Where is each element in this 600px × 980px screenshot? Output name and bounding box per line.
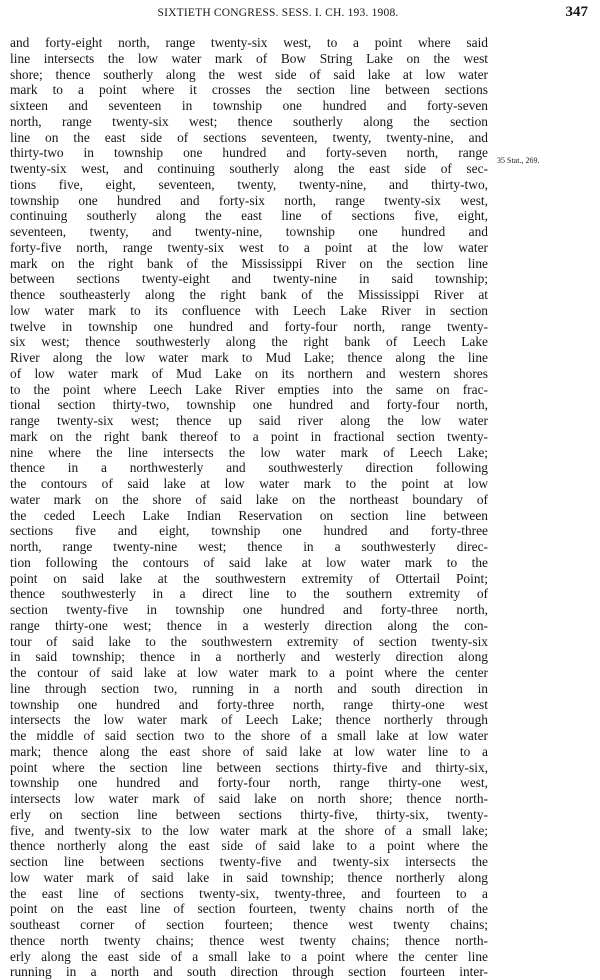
text-line: thirty-two in township one hundred and forty-seven north, range [10, 145, 488, 161]
text-line: thence southwesterly in a direct line to the southern extremity of [10, 586, 488, 602]
text-line: sections five and eight, township one hundred and forty-three [10, 523, 488, 539]
text-line: shore; thence southerly along the west side of said lake at low water [10, 66, 488, 82]
text-line: the contour of said lake at low water mark to a point where the center [10, 665, 488, 680]
text-line: running in a north and south direction through section fourteen inter- [10, 964, 488, 980]
text-line: point where the section line between sections thirty-five and thirty-six, [10, 759, 488, 775]
body-text [10, 35, 488, 980]
text-line: range twenty-six west; thence up said river along the low water [10, 413, 488, 428]
text-line: township one hundred and forty-four north, range thirty-one west, [10, 775, 488, 791]
text-line: River along the low water mark to Mud Lake; thence along the line [10, 350, 488, 365]
text-line: tional section thirty-two, township one hundred and forty-four north, [10, 397, 488, 413]
text-line: thence in a northwesterly and southwesterly direction following [10, 460, 488, 476]
text-line: thence southeasterly along the right bank of the Mississippi River at [10, 287, 488, 302]
text-line: between sections twenty-eight and twenty-nine in said township; [10, 271, 488, 287]
text-line: north, range twenty-nine west; thence in a southwesterly direc- [10, 539, 488, 554]
text-line: mark on the right bank thereof to a point in fractional section twenty- [10, 428, 488, 444]
text-line: sixteen and seventeen in township one hundred and forty-seven [10, 98, 488, 113]
text-line: in said township; thence in a northerly and westerly direction along [10, 649, 488, 665]
text-line: twenty-six west, and continuing southerly along the east side of sec- [10, 161, 488, 176]
text-line: seventeen, twenty, and twenty-nine, township one hundred and [10, 224, 488, 239]
text-line: line through section two, running in a north and south direction in [10, 680, 488, 696]
text-line: of low water mark of Mud Lake on its northern and western shores [10, 365, 488, 381]
text-line: the ceded Leech Lake Indian Reservation on section line between [10, 507, 488, 523]
text-line: tions five, eight, seventeen, twenty, twenty-nine, and thirty-two, [10, 176, 488, 192]
running-header: SIXTIETH CONGRESS. SESS. I. CH. 193. 1908. [157, 7, 399, 19]
text-line: the contours of said lake at low water mark to the point at low [10, 476, 488, 491]
text-line: southeast corner of section fourteen; thence west twenty chains; [10, 917, 488, 932]
text-line: low water mark of said lake in said township; thence northerly along [10, 869, 488, 885]
text-line: continuing southerly along the east line of sections five, eight, [10, 208, 488, 224]
text-line: water mark on the shore of said lake on the northeast boundary of [10, 491, 488, 507]
text-line: mark on the right bank of the Mississippi River on the section line [10, 255, 488, 271]
text-line: point on said lake at the southwestern extremity of Ottertail Point; [10, 570, 488, 586]
text-line: intersects low water mark of said lake on north shore; thence north- [10, 791, 488, 806]
text-line: tion following the contours of said lake at low water mark to the [10, 554, 488, 570]
text-line: township one hundred and forty-six north, range twenty-six west, [10, 192, 488, 208]
text-line: the middle of said section two to the shore of a small lake at low water [10, 728, 488, 743]
text-line: range thirty-one west; thence in a westerly direction along the con- [10, 617, 488, 633]
text-line: the east line of sections twenty-six, twenty-three, and fourteen to a [10, 885, 488, 901]
text-line: north, range twenty-six west; thence southerly along the section [10, 113, 488, 129]
text-line: thence northerly along the east side of said lake to a point where the [10, 838, 488, 854]
text-line: low water mark to its confluence with Leech Lake River in section [10, 302, 488, 318]
text-line: erly along the east side of a small lake to a point where the center line [10, 948, 488, 964]
text-line: forty-five north, range twenty-six west to a point at the low water [10, 239, 488, 255]
text-line: point on the east line of section fourteen, twenty chains north of the [10, 901, 488, 917]
text-line: section line between sections twenty-five and twenty-six intersects the [10, 854, 488, 869]
text-line: thence north twenty chains; thence west twenty chains; thence north- [10, 932, 488, 948]
text-line: erly on section line between sections thirty-five, thirty-six, twenty- [10, 806, 488, 822]
text-line: line on the east side of sections seventeen, twenty, twenty-nine, and [10, 129, 488, 145]
text-line: nine where the line intersects the low water mark of Leech Lake; [10, 444, 488, 460]
text-line: section twenty-five in township one hundred and forty-three north, [10, 602, 488, 617]
text-line: mark; thence along the east shore of said lake at low water line to a [10, 743, 488, 759]
text-line: mark to a point where it crosses the section line between sections [10, 82, 488, 98]
text-line: twelve in township one hundred and forty-four north, range twenty- [10, 318, 488, 334]
text-line: to the point where Leech Lake River empties into the same on frac- [10, 381, 488, 397]
text-line: intersects the low water mark of Leech Lake; thence northerly through [10, 712, 488, 728]
page-number: 347 [565, 4, 588, 20]
text-line: five, and twenty-six to the low water mark at the shore of a small lake; [10, 822, 488, 838]
text-line: and forty-eight north, range twenty-six west, to a point where said [10, 35, 488, 50]
margin-citation: 35 Stat., 269. [497, 156, 540, 165]
text-line: tour of said lake to the southwestern extremity of section twenty-six [10, 633, 488, 649]
text-line: line intersects the low water mark of Bow String Lake on the west [10, 50, 488, 66]
text-line: six west; thence southwesterly along the right bank of Leech Lake [10, 334, 488, 350]
text-line: township one hundred and forty-three north, range thirty-one west [10, 696, 488, 712]
